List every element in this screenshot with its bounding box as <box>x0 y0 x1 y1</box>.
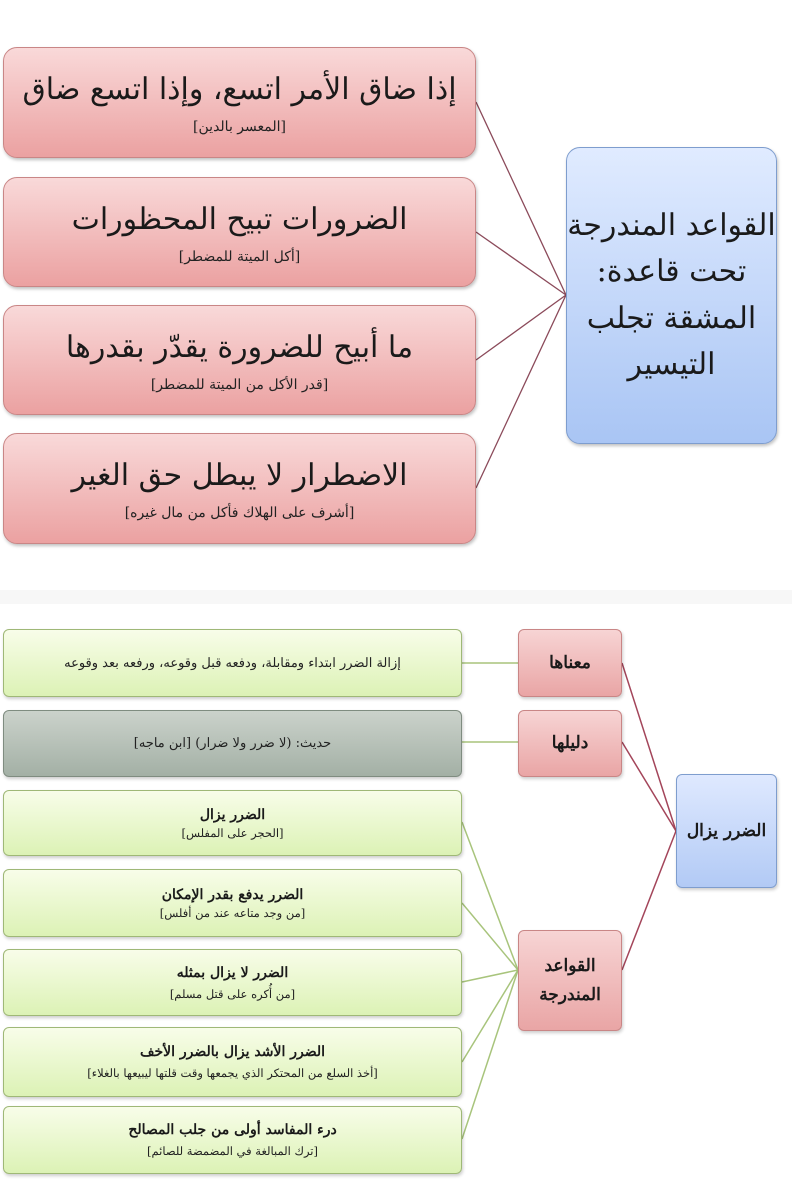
meaning-text-box <box>3 629 462 697</box>
rule-box-2 <box>3 177 476 287</box>
root-node <box>676 774 777 888</box>
rule-1-title: إذا ضاق الأمر اتسع، وإذا اتسع ضاق <box>22 72 457 107</box>
evidence-text: حديث: (لا ضرر ولا ضرار) [ابن ماجه] <box>133 736 332 751</box>
rule-2-example: [أكل الميتة للمضطر] <box>178 248 301 265</box>
derived-rule-2-example: [من وجد متاعه عند من أفلس] <box>159 905 306 920</box>
rule-4-title: الاضطرار لا يبطل حق الغير <box>71 458 408 493</box>
derived-rules-label <box>518 930 622 1031</box>
rule-box-3 <box>3 305 476 415</box>
derived-rule-1-title: الضرر يزال <box>199 806 266 823</box>
derived-rule-box-5 <box>3 1106 462 1174</box>
center-line-2: تحت قاعدة: <box>596 254 747 289</box>
center-line-4: التيسير <box>627 347 716 382</box>
derived-rule-3-example: [من أُكره على قتل مسلم] <box>169 986 296 1001</box>
rule-4-example: [أشرف على الهلاك فأكل من مال غيره] <box>124 505 355 521</box>
rule-2-title: الضرورات تبيح المحظورات <box>71 201 408 237</box>
meaning-label <box>518 629 622 697</box>
derived-rule-box-4 <box>3 1027 462 1097</box>
meaning-label-text: معناها <box>549 652 591 673</box>
derived-rule-box-3 <box>3 949 462 1016</box>
derived-rule-1-example: [الحجر على المفلس] <box>181 825 284 840</box>
derived-rule-4-example: [أخذ السلع من المحتكر الذي يجمعها وقت قلتها ليبيعها بالغلاء] <box>87 1066 378 1080</box>
bottom-diagram-panel <box>0 604 792 1200</box>
derived-rule-5-title: درء المفاسد أولى من جلب المصالح <box>128 1122 337 1138</box>
evidence-text-box <box>3 710 462 777</box>
meaning-text: إزالة الضرر ابتداء ومقابلة، ودفعه قبل وقوعه، ورفعه بعد وقوعه <box>64 655 401 671</box>
derived-rule-4-title: الضرر الأشد يزال بالضرر الأخف <box>140 1044 325 1060</box>
center-line-3: المشقة تجلب <box>586 300 757 336</box>
evidence-label <box>518 710 622 777</box>
center-node <box>566 147 777 444</box>
rule-3-title: ما أبيح للضرورة يقدّر بقدرها <box>65 329 414 365</box>
rule-box-4 <box>3 433 476 544</box>
derived-label-line-2: المندرجة <box>539 984 601 1005</box>
derived-rule-3-title: الضرر لا يزال بمثله <box>176 964 289 981</box>
center-line-1: القواعد المندرجة <box>567 207 776 243</box>
rule-box-1 <box>3 47 476 158</box>
evidence-label-text: دليلها <box>551 733 589 754</box>
derived-rule-2-title: الضرر يدفع بقدر الإمكان <box>161 886 304 903</box>
root-node-text: الضرر يزال <box>686 820 767 841</box>
rule-1-example: [المعسر بالدين] <box>193 119 286 135</box>
derived-label-line-1: القواعد <box>544 955 596 976</box>
top-diagram-panel <box>0 0 792 590</box>
derived-rule-box-2 <box>3 869 462 937</box>
derived-rule-box-1 <box>3 790 462 856</box>
rule-3-example: [قدر الأكل من الميتة للمضطر] <box>150 376 329 393</box>
derived-rule-5-example: [ترك المبالغة في المضمضة للصائم] <box>147 1144 318 1158</box>
